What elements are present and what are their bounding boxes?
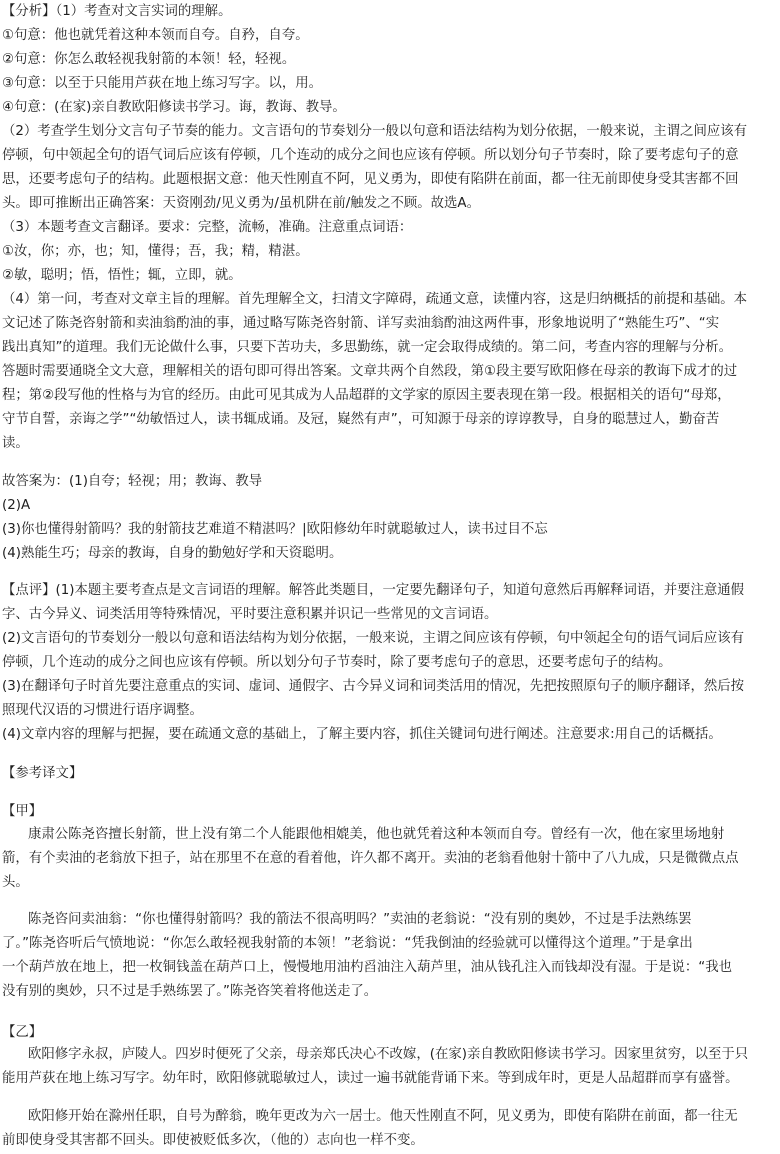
comment-line: (3)在翻译句子时首先要注意重点的实词、虚词、通假字、古今异义词和词类活用的情况，先把按照原句子的顺序翻译，然后按 (2, 679, 745, 694)
analysis-line: （4）第一问，考查对文章主旨的理解。首先理解全文，扫清文字障碍，疏通文意，读懂内容，这是归纳概括的前提和基础。本 (2, 292, 747, 307)
yi-p2-line: 欧阳修开始在滁州任职，自号为醉翁，晚年更改为六一居士。他天性刚直不阿，见义勇为，即使有陷阱在前面，都一往无 (28, 1109, 738, 1124)
analysis-line: ④句意：(在家)亲自教欧阳修读书学习。诲，教诲、教导。 (2, 100, 346, 115)
answer-line: 故答案为：(1)自夸；轻视；用；教诲、教导 (2, 474, 262, 489)
comment-line: 【点评】(1)本题主要考查点是文言词语的理解。解答此类题目，一定要先翻译句子，知道句意然后再解释词语，并要注意通假 (2, 583, 745, 598)
translation-heading: 【参考译文】 (2, 766, 83, 781)
answer-line: (2)A (2, 498, 31, 513)
analysis-line: 守节自誓，亲诲之学”“幼敏悟过人，读书辄成诵。及冠，嶷然有声”，可知源于母亲的谆谆教导，自身的聪慧过人，勤奋苦 (2, 412, 720, 427)
analysis-line: ②句意：你怎么敢轻视我射箭的本领！轻，轻视。 (2, 52, 296, 67)
analysis-line: 头。即可推断出正确答案：天资刚劲/见义勇为/虽机阱在前/触发之不顾。故选A。 (2, 196, 480, 211)
analysis-line: 思，还要考虑句子的结构。此题根据文意：他天性刚直不阿，见义勇为，即使有陷阱在前面，都一往无前即使身受其害都不回 (2, 172, 739, 187)
yi-heading: 【乙】 (2, 1025, 43, 1040)
translation-heading-block (2, 762, 778, 786)
analysis-line: ②敏，聪明；悟，悟性；辄，立即，就。 (2, 268, 242, 283)
jia-heading-block (2, 800, 778, 824)
comment-line: (4)文章内容的理解与把握，要在疏通文意的基础上，了解主要内容，抓住关键词句进行阐述。注意要求:用自己的话概括。 (2, 727, 722, 742)
jia-p2-line: 没有别的奥妙，只不过是手熟练罢了。”陈尧咨笑着将他送走了。 (2, 984, 378, 999)
analysis-line: 读。 (2, 436, 29, 451)
analysis-line: 【分析】（1）考查对文言实词的理解。 (2, 4, 232, 19)
jia-p2-line: 了。”陈尧咨听后气愤地说：“你怎么敢轻视我射箭的本领！”老翁说：“凭我倒油的经验就可以懂得这个道理。”于是拿出 (2, 936, 693, 951)
jia-paragraph-2 (2, 908, 778, 1004)
jia-p2-line: 陈尧咨问卖油翁：“你也懂得射箭吗？我的箭法不很高明吗？”卖油的老翁说：“没有别的奥妙，不过是手法熟练罢 (28, 912, 692, 927)
comment-line: 停顿，几个连动的成分之间也应该有停顿。所以划分句子节奏时，除了要考虑句子的意思，还要考虑句子的结构。 (2, 655, 672, 670)
answer-line: (3)你也懂得射箭吗？我的射箭技艺难道不精湛吗？|欧阳修幼年时就聪敏过人，读书过目不忘 (2, 522, 548, 537)
answer-section (2, 470, 778, 566)
comment-line: 照现代汉语的习惯进行语序调整。 (2, 703, 203, 718)
jia-heading: 【甲】 (2, 804, 43, 819)
analysis-line: 践出真知”的道理。我们无论做什么事，只要下苦功夫，多思勤练，就一定会取得成绩的。第二问，考查内容的理解与分析。 (2, 340, 733, 355)
yi-heading-block (2, 1021, 778, 1045)
yi-paragraph-2 (2, 1105, 778, 1153)
yi-p1-line: 能用芦荻在地上练习写字。幼年时，欧阳修就聪敏过人，读过一遍书就能背诵下来。等到成年时，更是人品超群而享有盛誉。 (2, 1071, 739, 1086)
jia-p1-line: 康肃公陈尧咨擅长射箭，世上没有第二个人能跟他相媲美，他也就凭着这种本领而自夸。曾经有一次，他在家里场地射 (28, 827, 725, 842)
jia-p1-line: 箭，有个卖油的老翁放下担子，站在那里不在意的看着他，许久都不离开。卖油的老翁看他射十箭中了八九成，只是微微点点 (2, 851, 739, 866)
analysis-line: 答题时需要通晓全文大意，理解相关的语句即可得出答案。文章共两个自然段，第①段主要写欧阳修在母亲的教诲下成才的过 (2, 364, 738, 379)
jia-p1-line: 头。 (2, 875, 29, 890)
answer-line: (4)熟能生巧；母亲的教诲，自身的勤勉好学和天资聪明。 (2, 546, 343, 561)
jia-paragraph-1 (2, 823, 778, 895)
analysis-line: ③句意：以至于只能用芦荻在地上练习写字。以，用。 (2, 76, 322, 91)
analysis-line: 程；第②段写他的性格与为官的经历。由此可见其成为人品超群的文学家的原因主要表现在第一段。根据相关的语句“母郑， (2, 388, 731, 403)
comment-line: 字、古今异义、词类活用等特殊情况，平时要注意积累并识记一些常见的文言词语。 (2, 607, 498, 622)
jia-p2-line: 一个葫芦放在地上，把一枚铜钱盖在葫芦口上，慢慢地用油杓舀油注入葫芦里，油从钱孔注入而钱却没有湿。于是说：“我也 (2, 960, 733, 975)
analysis-section (2, 0, 778, 456)
yi-p2-line: 前即使身受其害都不回头。即使被贬低多次，（他的）志向也一样不变。 (2, 1133, 424, 1148)
analysis-line: ①句意：他也就凭着这种本领而自夸。自矜，自夸。 (2, 28, 309, 43)
analysis-line: （2）考查学生划分文言句子节奏的能力。文言语句的节奏划分一般以句意和语法结构为划分依据，一般来说，主谓之间应该有 (2, 124, 747, 139)
analysis-line: 文记述了陈尧咨射箭和卖油翁酌油的事，通过略写陈尧咨射箭、详写卖油翁酌油这两件事，形象地说明了“熟能生巧”、“实 (2, 316, 720, 331)
analysis-line: 停顿，句中领起全句的语气词后应该有停顿，几个连动的成分之间也应该有停顿。所以划分句子节奏时，除了要考虑句子的意 (2, 148, 739, 163)
comment-section (2, 579, 778, 747)
analysis-line: ①汝，你；亦，也；知，懂得；吾，我；精，精湛。 (2, 244, 309, 259)
yi-paragraph-1 (2, 1043, 778, 1091)
analysis-line: （3）本题考查文言翻译。要求：完整，流畅，准确。注意重点词语： (2, 220, 413, 235)
yi-p1-line: 欧阳修字永叔，庐陵人。四岁时便死了父亲，母亲郑氏决心不改嫁，(在家)亲自教欧阳修读书学习。因家里贫穷，以至于只 (28, 1047, 749, 1062)
comment-line: (2)文言语句的节奏划分一般以句意和语法结构为划分依据，一般来说，主谓之间应该有停顿，句中领起全句的语气词后应该有 (2, 631, 745, 646)
